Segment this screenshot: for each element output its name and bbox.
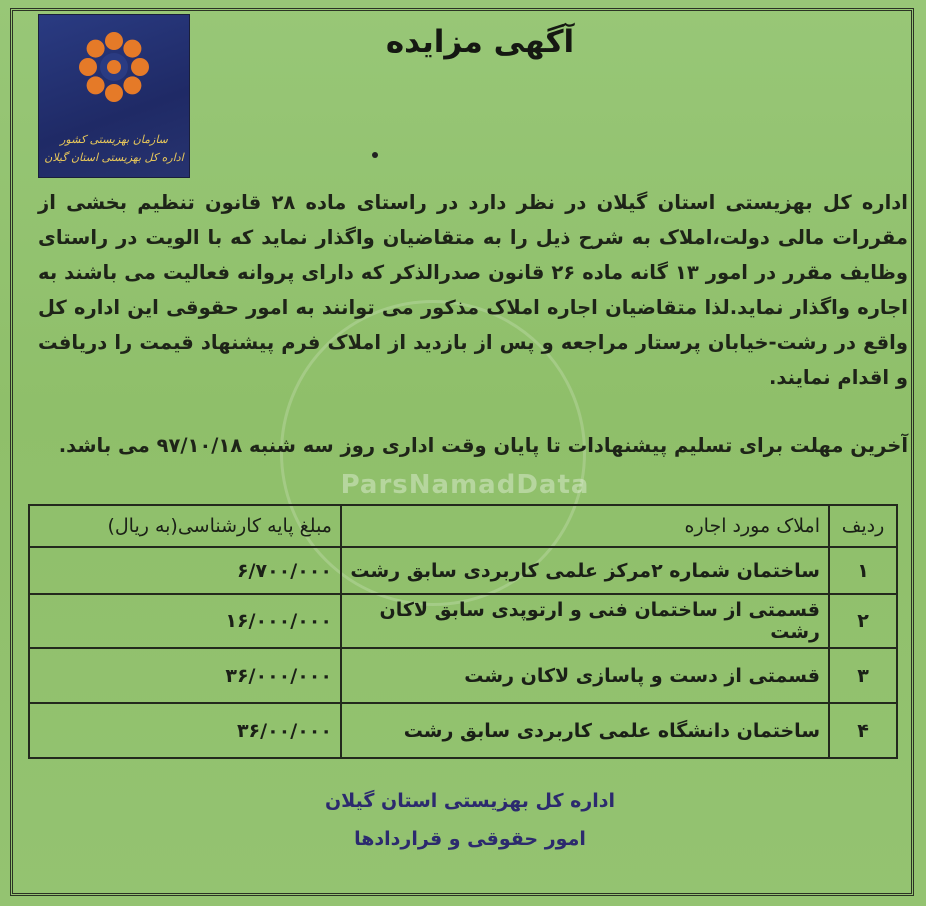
table-row [29,703,897,758]
signature-block [300,782,640,858]
row-index: ۲ [829,594,897,648]
watermark: ParsNamadData [340,470,590,500]
notice-title: آگهی مزایده [385,24,575,60]
row-property: قسمتی از دست و پاسازی لاکان رشت [341,648,829,703]
row-price: ۳۶/۰۰/۰۰۰ [29,703,341,758]
row-price: ۱۶/۰۰۰/۰۰۰ [29,594,341,648]
table-header-row [29,505,897,547]
row-price: ۳۶/۰۰۰/۰۰۰ [29,648,341,703]
header-price: مبلغ پایه کارشناسی(به ریال) [29,505,341,547]
decorative-dot [372,152,378,158]
row-property: ساختمان دانشگاه علمی کاربردی سابق رشت [341,703,829,758]
table-row [29,547,897,594]
row-index: ۳ [829,648,897,703]
row-property: قسمتی از ساختمان فنی و ارتوپدی سابق لاکان رشت [341,594,829,648]
header-property: املاک مورد اجاره [341,505,829,547]
table-row [29,594,897,648]
row-index: ۴ [829,703,897,758]
footer-organization: اداره کل بهزیستی استان گیلان [324,790,616,812]
row-property: ساختمان شماره ۲مرکز علمی کاربردی سابق رشت [341,547,829,594]
welfare-emblem-icon [74,27,154,107]
logo-caption [43,131,185,167]
notice-body: اداره کل بهزیستی استان گیلان در نظر دارد در راستای ماده ۲۸ قانون تنظیم بخشی از مقررات مالی دولت،املاک به شرح ذیل را به متقاضیان واگذار نماید که با الویت در راستای وظایف مقرر در امور ۱۳ گانه ماده ۲۶ قانون صدرالذکر که دارای پروانه فعالیت می باشند به اجاره واگذار نماید.لذا متقاضیان اجاره املاک مذکور می توانند به امور حقوقی این اداره کل واقع در رشت-خیابان پرستار مراجعه و پس از بازدید از املاک فرم پیشنهاد قیمت را دریافت و اقدام نمایند. [38,191,909,389]
properties-table [28,504,898,759]
footer-department: امور حقوقی و قراردادها [354,828,586,850]
header-index: ردیف [829,505,897,547]
row-price: ۶/۷۰۰/۰۰۰ [29,547,341,594]
deadline-text: آخرین مهلت برای تسلیم پیشنهادات تا پایان وقت اداری روز سه شنبه ۹۷/۱۰/۱۸ می باشد. [58,434,908,457]
organization-logo [38,14,190,178]
table-row [29,648,897,703]
logo-line-1: سازمان بهزیستی کشور [60,133,168,146]
row-index: ۱ [829,547,897,594]
logo-line-2: اداره کل بهزیستی استان گیلان [44,151,184,164]
